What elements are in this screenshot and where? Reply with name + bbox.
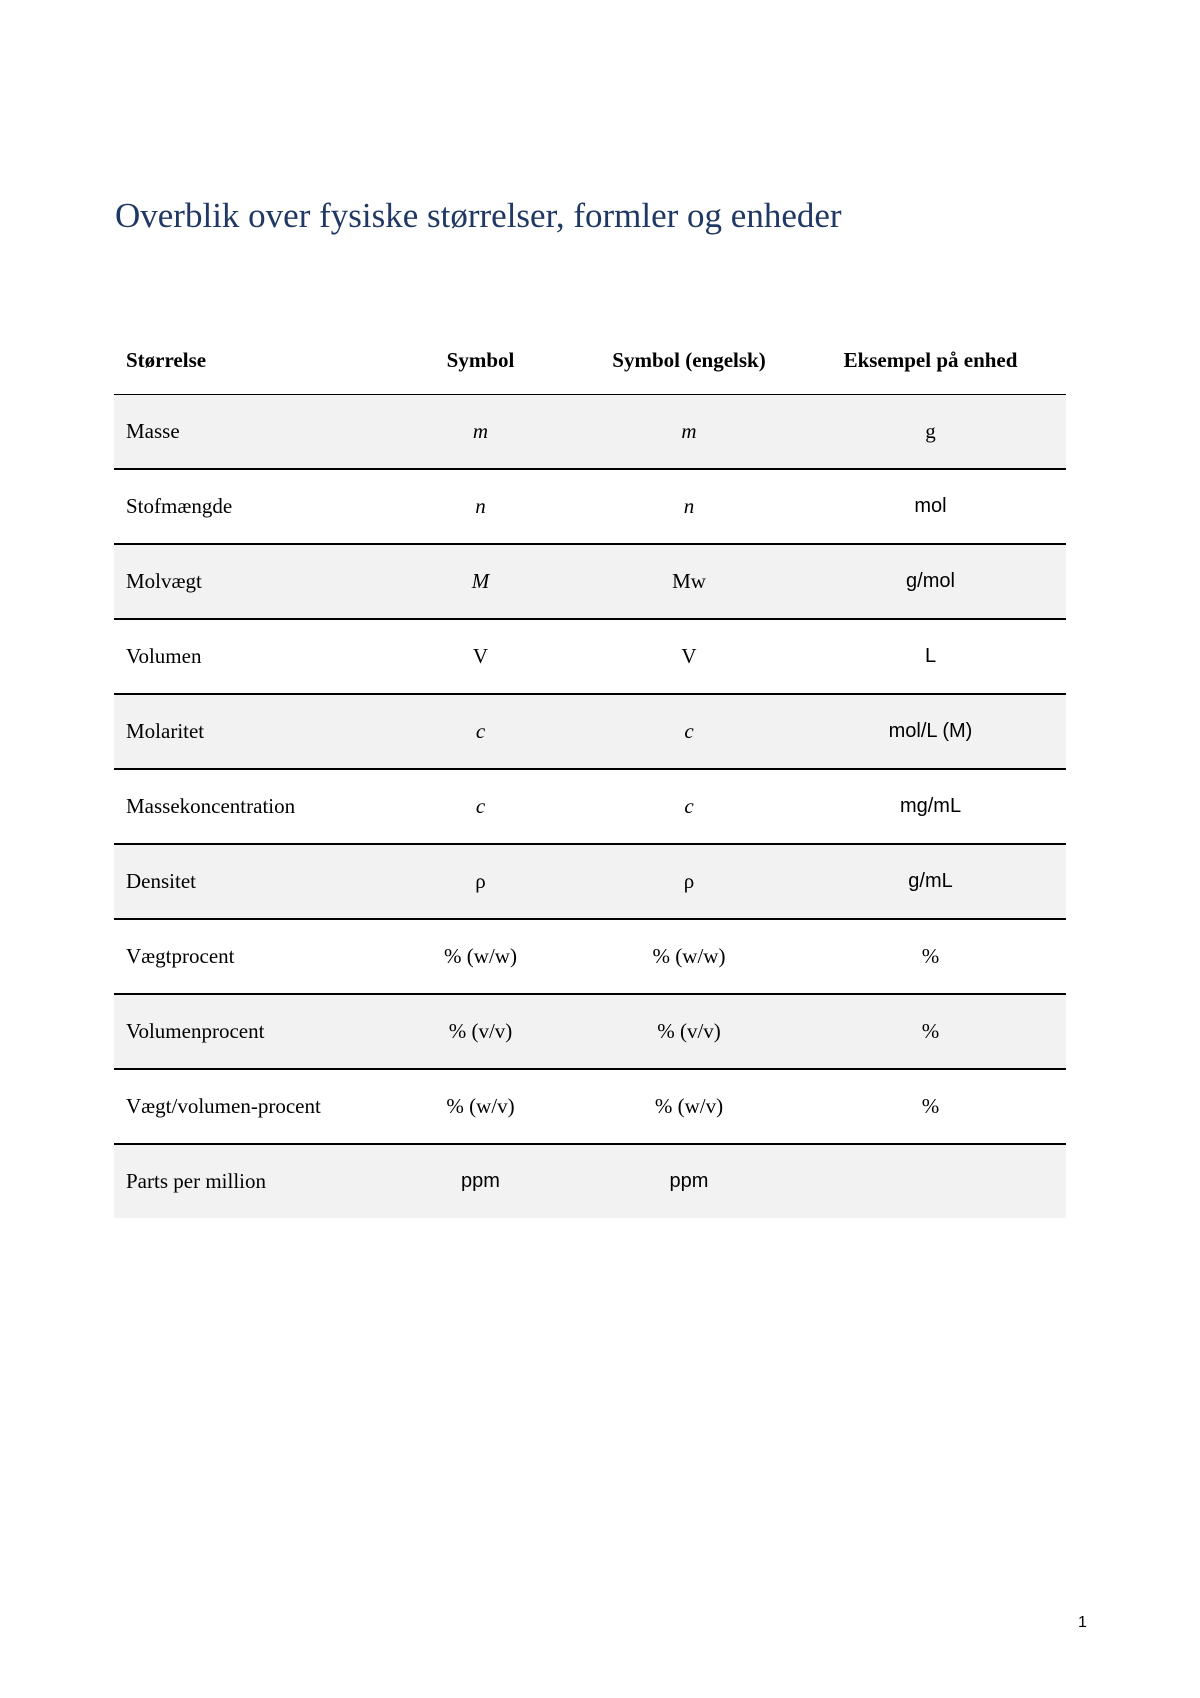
table-row (114, 769, 1066, 844)
cell-symbol: V (378, 619, 583, 694)
cell-symbol-english: c (583, 694, 795, 769)
cell-quantity: Volumenprocent (114, 994, 378, 1069)
header-symbol-engelsk: Symbol (engelsk) (583, 326, 795, 395)
cell-symbol: % (v/v) (378, 994, 583, 1069)
cell-symbol-english: n (583, 469, 795, 544)
cell-symbol-english: ρ (583, 844, 795, 919)
cell-symbol: c (378, 694, 583, 769)
cell-quantity: Vægt/volumen-procent (114, 1069, 378, 1144)
cell-quantity: Molaritet (114, 694, 378, 769)
cell-quantity: Molvægt (114, 544, 378, 619)
quantities-table (114, 326, 1066, 1218)
table-row (114, 619, 1066, 694)
cell-symbol-english: Mw (583, 544, 795, 619)
cell-unit: mol/L (M) (795, 694, 1066, 769)
header-eksempel-enhed: Eksempel på enhed (795, 326, 1066, 395)
cell-unit: % (795, 994, 1066, 1069)
cell-unit: g/mL (795, 844, 1066, 919)
cell-unit: g/mol (795, 544, 1066, 619)
cell-unit: % (795, 1069, 1066, 1144)
table-row (114, 994, 1066, 1069)
cell-unit: mol (795, 469, 1066, 544)
header-symbol: Symbol (378, 326, 583, 395)
page-number: 1 (1078, 1614, 1087, 1631)
cell-symbol: % (w/v) (378, 1069, 583, 1144)
cell-symbol: M (378, 544, 583, 619)
table-row (114, 694, 1066, 769)
table-row (114, 1069, 1066, 1144)
cell-symbol-english: % (w/w) (583, 919, 795, 994)
header-stoerrelse: Størrelse (114, 326, 378, 395)
page-title: Overblik over fysiske størrelser, formler og enheder (115, 196, 842, 235)
cell-unit: % (795, 919, 1066, 994)
cell-symbol: ppm (378, 1144, 583, 1218)
table-row (114, 395, 1066, 470)
cell-symbol-english: c (583, 769, 795, 844)
cell-quantity: Massekoncentration (114, 769, 378, 844)
table-row (114, 844, 1066, 919)
cell-symbol: % (w/w) (378, 919, 583, 994)
cell-quantity: Stofmængde (114, 469, 378, 544)
cell-symbol-english: ppm (583, 1144, 795, 1218)
cell-symbol-english: % (w/v) (583, 1069, 795, 1144)
cell-quantity: Masse (114, 395, 378, 470)
table-header-row (114, 326, 1066, 395)
cell-quantity: Parts per million (114, 1144, 378, 1218)
cell-quantity: Vægtprocent (114, 919, 378, 994)
cell-symbol: m (378, 395, 583, 470)
cell-unit: L (795, 619, 1066, 694)
cell-quantity: Volumen (114, 619, 378, 694)
table-row (114, 544, 1066, 619)
cell-symbol-english: V (583, 619, 795, 694)
cell-unit (795, 1144, 1066, 1218)
cell-symbol: ρ (378, 844, 583, 919)
cell-symbol: n (378, 469, 583, 544)
table-row (114, 919, 1066, 994)
cell-symbol: c (378, 769, 583, 844)
table-row (114, 469, 1066, 544)
cell-unit: mg/mL (795, 769, 1066, 844)
table-row (114, 1144, 1066, 1218)
cell-quantity: Densitet (114, 844, 378, 919)
cell-unit: g (795, 395, 1066, 470)
cell-symbol-english: m (583, 395, 795, 470)
cell-symbol-english: % (v/v) (583, 994, 795, 1069)
